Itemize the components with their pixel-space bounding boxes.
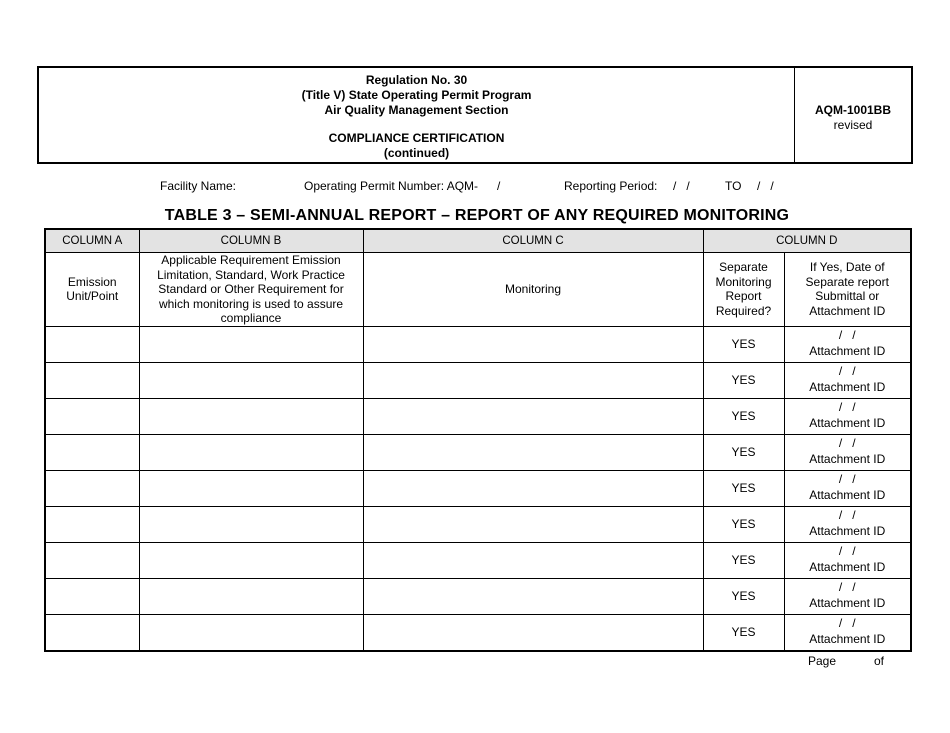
- emission-unit-cell[interactable]: [45, 398, 139, 434]
- monitoring-cell[interactable]: [363, 326, 703, 362]
- report-required-cell[interactable]: YES: [703, 398, 784, 434]
- report-required-cell[interactable]: YES: [703, 434, 784, 470]
- date-slashes: / /: [838, 363, 856, 378]
- report-required-cell[interactable]: YES: [703, 470, 784, 506]
- attachment-id-label: Attachment ID: [809, 595, 886, 610]
- report-required-cell[interactable]: YES: [703, 614, 784, 651]
- report-required-cell[interactable]: YES: [703, 542, 784, 578]
- column-b-header: COLUMN B: [139, 229, 363, 253]
- report-date-cell[interactable]: [784, 542, 911, 578]
- facility-name-label: Facility Name:: [160, 179, 237, 193]
- applicable-requirement-description: Applicable Requirement Emission Limitation, Standard, Work Practice Standard or Other Requirement for which monitoring is used to assure compliance: [139, 253, 363, 327]
- requirement-cell[interactable]: [139, 614, 363, 651]
- monitoring-description: Monitoring: [363, 253, 703, 327]
- form-subtitle: (continued): [383, 146, 450, 160]
- monitoring-cell[interactable]: [363, 398, 703, 434]
- report-date-cell[interactable]: [784, 506, 911, 542]
- table-row: [45, 398, 911, 434]
- attachment-id-label: Attachment ID: [809, 379, 886, 394]
- table-row: [45, 614, 911, 651]
- regulation-number: Regulation No. 30: [365, 73, 468, 87]
- emission-unit-cell[interactable]: [45, 470, 139, 506]
- table-row: [45, 326, 911, 362]
- report-date-cell[interactable]: [784, 578, 911, 614]
- program-name: (Title V) State Operating Permit Program: [301, 88, 532, 102]
- form-code-block: [794, 68, 911, 162]
- report-required-cell[interactable]: YES: [703, 326, 784, 362]
- monitoring-cell[interactable]: [363, 434, 703, 470]
- table-title: TABLE 3 – SEMI-ANNUAL REPORT – REPORT OF ANY REQUIRED MONITORING: [164, 207, 790, 224]
- report-date-cell[interactable]: [784, 470, 911, 506]
- monitoring-cell[interactable]: [363, 542, 703, 578]
- emission-unit-cell[interactable]: [45, 506, 139, 542]
- table-row: [45, 470, 911, 506]
- attachment-id-label: Attachment ID: [809, 451, 886, 466]
- report-required-cell[interactable]: YES: [703, 362, 784, 398]
- date-slashes: / /: [838, 399, 856, 414]
- emission-unit-cell[interactable]: [45, 326, 139, 362]
- period-to-label: TO: [725, 179, 742, 193]
- column-header-row: [45, 229, 911, 253]
- form-status: revised: [833, 118, 873, 132]
- report-date-cell[interactable]: [784, 326, 911, 362]
- date-slashes: / /: [838, 615, 856, 630]
- column-d-header: COLUMN D: [703, 229, 911, 253]
- requirement-cell[interactable]: [139, 362, 363, 398]
- date-slashes: / /: [838, 327, 856, 342]
- emission-unit-cell[interactable]: [45, 542, 139, 578]
- requirement-cell[interactable]: [139, 506, 363, 542]
- attachment-id-label: Attachment ID: [809, 631, 886, 646]
- monitoring-cell[interactable]: [363, 470, 703, 506]
- requirement-cell[interactable]: [139, 542, 363, 578]
- table-row: [45, 542, 911, 578]
- requirement-cell[interactable]: [139, 434, 363, 470]
- date-slashes: / /: [838, 471, 856, 486]
- attachment-id-label: Attachment ID: [809, 343, 886, 358]
- table-row: [45, 362, 911, 398]
- report-required-cell[interactable]: YES: [703, 578, 784, 614]
- date-slashes: / /: [838, 435, 856, 450]
- requirement-cell[interactable]: [139, 326, 363, 362]
- attachment-id-label: Attachment ID: [809, 487, 886, 502]
- report-date-cell[interactable]: [784, 434, 911, 470]
- monitoring-cell[interactable]: [363, 578, 703, 614]
- column-c-header: COLUMN C: [363, 229, 703, 253]
- table-row: [45, 434, 911, 470]
- date-slashes: / /: [838, 507, 856, 522]
- monitoring-report-table: [44, 228, 912, 652]
- permit-number-separator: /: [497, 179, 501, 193]
- report-date-cell[interactable]: [784, 614, 911, 651]
- emission-unit-cell[interactable]: [45, 362, 139, 398]
- monitoring-cell[interactable]: [363, 614, 703, 651]
- attachment-id-label: Attachment ID: [809, 523, 886, 538]
- attachment-id-label: Attachment ID: [809, 415, 886, 430]
- monitoring-cell[interactable]: [363, 506, 703, 542]
- separate-report-date-description: If Yes, Date of Separate report Submittal or Attachment ID: [784, 253, 911, 327]
- report-date-cell[interactable]: [784, 398, 911, 434]
- report-required-cell[interactable]: YES: [703, 506, 784, 542]
- attachment-id-label: Attachment ID: [809, 559, 886, 574]
- form-title: COMPLIANCE CERTIFICATION: [328, 131, 505, 145]
- emission-unit-cell[interactable]: [45, 614, 139, 651]
- page-label: Page: [808, 654, 837, 668]
- separate-report-required-description: Separate Monitoring Report Required?: [703, 253, 784, 327]
- date-slashes: / /: [838, 579, 856, 594]
- form-header: [37, 66, 913, 164]
- requirement-cell[interactable]: [139, 470, 363, 506]
- table-row: [45, 506, 911, 542]
- section-name: Air Quality Management Section: [324, 103, 509, 117]
- table-row: [45, 578, 911, 614]
- header-title-block: [39, 68, 794, 162]
- emission-unit-cell[interactable]: [45, 434, 139, 470]
- emission-unit-cell[interactable]: [45, 578, 139, 614]
- monitoring-cell[interactable]: [363, 362, 703, 398]
- reporting-period-label: Reporting Period:: [564, 179, 658, 193]
- report-date-cell[interactable]: [784, 362, 911, 398]
- form-code: AQM-1001BB: [814, 103, 892, 117]
- emission-unit-description: Emission Unit/Point: [45, 253, 139, 327]
- column-description-row: [45, 253, 911, 327]
- requirement-cell[interactable]: [139, 398, 363, 434]
- requirement-cell[interactable]: [139, 578, 363, 614]
- column-a-header: COLUMN A: [45, 229, 139, 253]
- page-of-label: of: [874, 654, 885, 668]
- period-to-date: / /: [757, 179, 774, 193]
- permit-number-label: Operating Permit Number: AQM-: [304, 179, 479, 193]
- period-from-date: / /: [673, 179, 690, 193]
- date-slashes: / /: [838, 543, 856, 558]
